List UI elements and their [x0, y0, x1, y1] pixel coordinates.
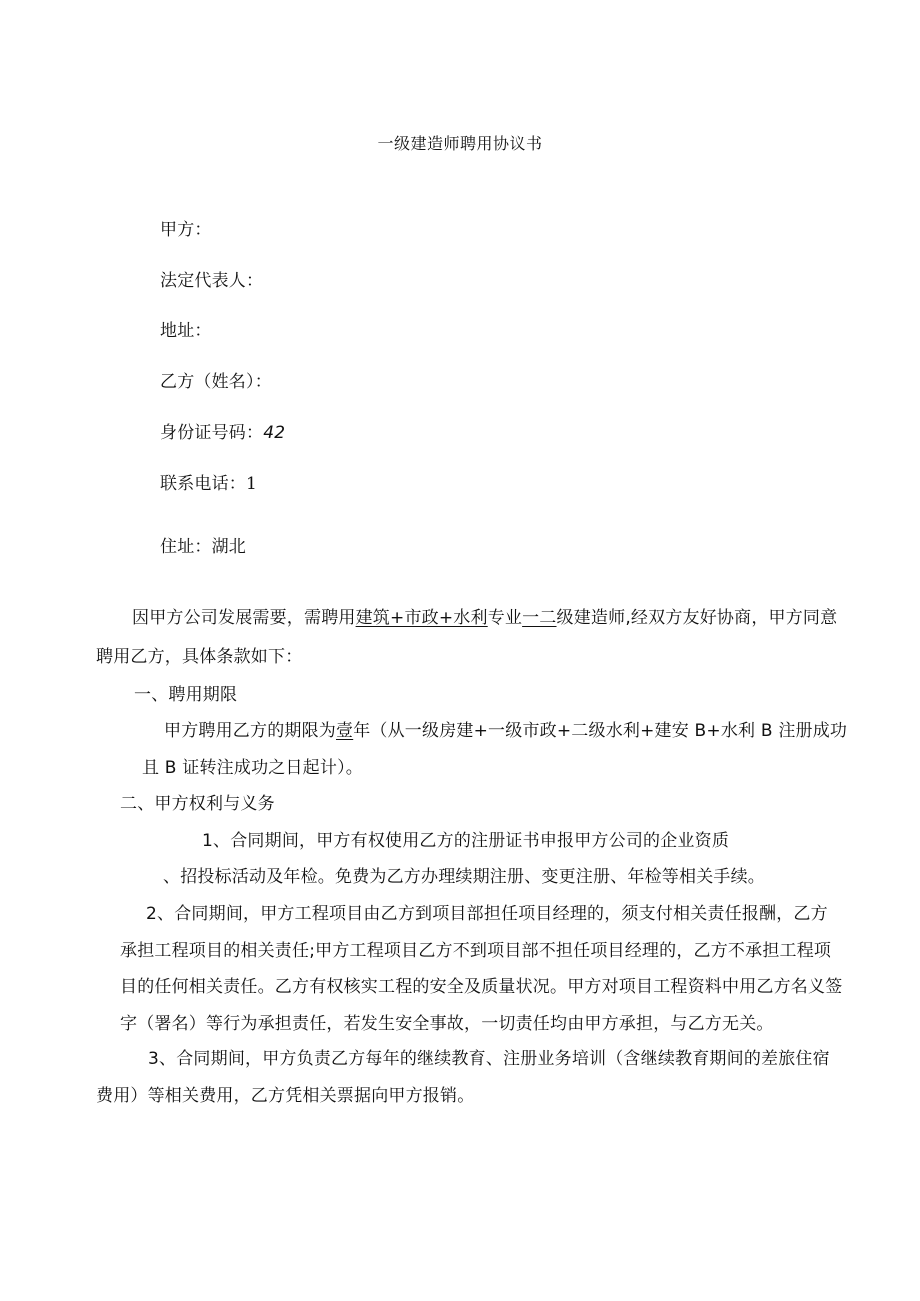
section-2-item-3-line-1: 3、合同期间，甲方负责乙方每年的继续教育、注册业务培训（含继续教育期间的差旅住宿 [148, 1049, 830, 1069]
id-number-value: 42 [263, 423, 286, 443]
document-title: 一级建造师聘用协议书 [377, 134, 543, 153]
section-1-heading: 一、聘用期限 [134, 685, 238, 705]
intro-grade: 一二 [522, 608, 557, 628]
section-1-line-1 [164, 719, 847, 743]
section-2-item-1-line-2: 、招投标活动及年检。免费为乙方办理续期注册、变更注册、年检等相关手续。 [163, 867, 765, 887]
section-2-item-2-line-2: 承担工程项目的相关责任;甲方工程项目乙方不到项目部不担任项目经理的，乙方不承担工程项 [120, 941, 832, 961]
section-2-item-2-line-1: 2、合同期间，甲方工程项目由乙方到项目部担任项目经理的，须支付相关责任报酬，乙方 [146, 904, 828, 924]
party-a-field: 甲方： [160, 220, 212, 240]
term-prefix: 甲方聘用乙方的期限为 [164, 721, 336, 741]
intro-line-1 [132, 606, 837, 630]
id-number-label: 身份证号码： [160, 423, 264, 443]
intro-middle: 专业 [487, 608, 523, 628]
id-number-field [160, 421, 285, 445]
section-2-item-3-line-2: 费用）等相关费用，乙方凭相关票据向甲方报销。 [96, 1086, 475, 1106]
section-1-line-2: 且 B 证转注成功之日起计）。 [142, 758, 363, 778]
section-2-heading: 二、甲方权利与义务 [120, 794, 275, 814]
term-years: 壹 [336, 721, 354, 741]
legal-representative-field: 法定代表人： [160, 271, 264, 291]
section-2-item-1-line-1: 1、合同期间，甲方有权使用乙方的注册证书申报甲方公司的企业资质 [202, 831, 730, 851]
phone-label: 联系电话： [160, 474, 246, 494]
intro-specialty: 建筑+市政+水利 [355, 608, 488, 628]
phone-value: 1 [246, 474, 258, 494]
term-suffix: 年（从一级房建+一级市政+二级水利+建安 B+水利 B 注册成功 [353, 721, 848, 741]
intro-prefix: 因甲方公司发展需要，需聘用 [132, 608, 356, 628]
phone-field [160, 472, 257, 496]
party-b-field: 乙方（姓名）： [160, 372, 272, 392]
section-2-item-2-line-4: 字（署名）等行为承担责任，若发生安全事故，一切责任均由甲方承担，与乙方无关。 [120, 1014, 774, 1034]
section-2-item-2-line-3: 目的任何相关责任。乙方有权核实工程的安全及质量状况。甲方对项目工程资料中用乙方名义签 [120, 977, 843, 997]
intro-line-2: 聘用乙方，具体条款如下： [96, 647, 303, 667]
address-field: 地址： [160, 321, 212, 341]
residence-field: 住址：湖北 [160, 537, 246, 557]
intro-suffix: 级建造师,经双方友好协商，甲方同意 [556, 608, 838, 628]
